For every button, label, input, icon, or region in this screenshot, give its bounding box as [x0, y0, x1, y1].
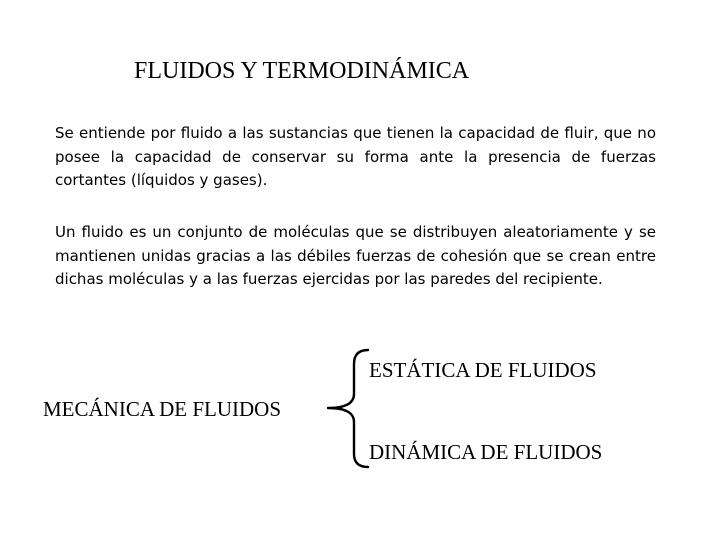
- slide-title: FLUIDOS Y TERMODINÁMICA: [134, 58, 470, 84]
- branch-statics-label: ESTÁTICA DE FLUIDOS: [369, 358, 597, 382]
- branch-dynamics-label: DINÁMICA DE FLUIDOS: [369, 440, 603, 464]
- description-paragraph: Un fluido es un conjunto de moléculas que se distribuyen aleatoriamente y se mantienen unidas gracias a las débiles fuerzas de cohesión que se crean entre dichas moléculas y a las fuerzas ejercidas por las paredes del recipiente.: [55, 223, 656, 288]
- definition-paragraph: Se entiende por fluido a las sustancias que tienen la capacidad de fluir, que no posee la capacidad de conservar su forma ante la presencia de fuerzas cortantes (líquidos y gases).: [55, 124, 656, 189]
- curly-brace: [322, 344, 374, 472]
- diagram-root-label: MECÁNICA DE FLUIDOS: [43, 397, 282, 421]
